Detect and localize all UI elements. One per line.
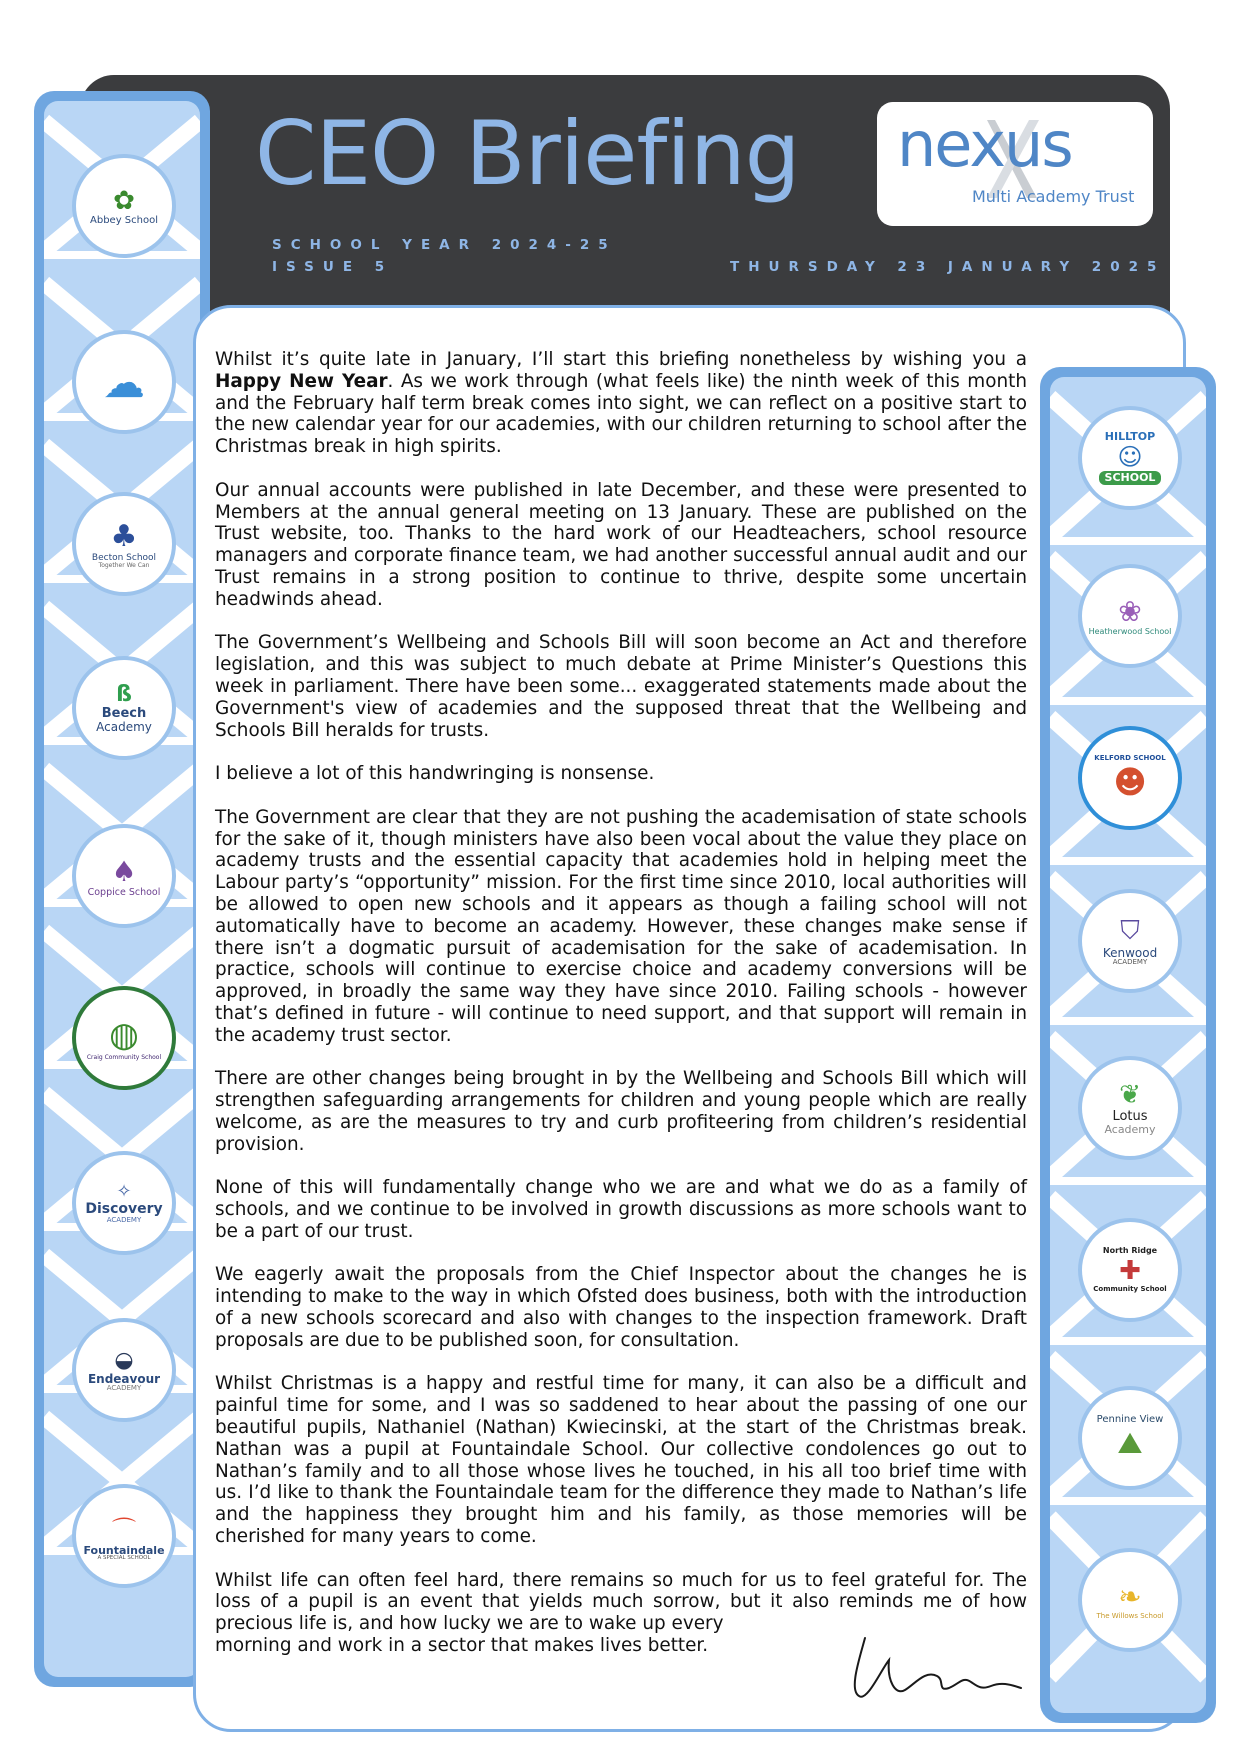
briefing-body <box>215 349 1027 1679</box>
orbit-icon: ✧ <box>116 1181 132 1203</box>
children-icon: ☻ <box>1113 762 1147 801</box>
paragraph: The Government are clear that they are not pushing the academisation of state schools for the sake of it, though ministers have also been vocal about the value they place on academy trusts and the essential capacity that academies hold in helping meet the Labour party’s “opportunity” mission. For the first time since 2010, local authorities will be allowed to open new schools and it appears as though a failing school will not automatically have to become an academy. However, these changes make sense if there isn’t a dogmatic pursuit of academisation for the sake of academisation. In practice, schools will continue to exercise choice and academy conversions will be approved, in broadly the same way they have since 2010. Failing schools - however that’s defined in future - will continue to need support, and that support will remain in the academy trust sector. <box>215 806 1027 1046</box>
endeavour-academy-logo: ◒ Endeavour ACADEMY <box>76 1322 172 1418</box>
flower-icon: ❀ <box>1118 595 1142 629</box>
cloud-icon: ☁ <box>103 357 145 407</box>
paragraph: Whilst Christmas is a happy and restful time for many, it can also be a difficult and painful time for some, and I was so saddened to hear about the passing of one our beautiful pupils, Nathaniel (Nathan) Kwiecinski, at the start of the Christmas break. Nathan was a pupil at Fountaindale School. Our collective condolences go out to Nathan’s family and to all those whose lives he touched, in his all too brief time with us. I’d like to thank the Fountaindale team for the difference they made to Nathan’s life and the happiness they brought him and his family, as those memories will be cherished for many years to come. <box>215 1373 1027 1548</box>
becton-school-logo: ♣ Becton School Together We Can <box>76 496 172 592</box>
rainbow-icon: ⌒ <box>112 1515 136 1544</box>
oak-tree-icon: ♣ <box>110 518 138 554</box>
lotus-academy-logo: ❦ Lotus Academy <box>1082 1060 1178 1156</box>
heatherwood-school-logo: ❀ Heatherwood School <box>1082 568 1178 664</box>
shield-icon: ⛉ <box>1120 915 1140 946</box>
lotus-icon: ❦ <box>1119 1080 1141 1111</box>
craig-community-school-logo: ◍ Craig Community School <box>76 990 172 1086</box>
paragraph: We eagerly await the proposals from the Chief Inspector about the changes he is intending to make to the way in which Ofsted does business, both with the introduction of a new schools scorecard and also with changes to the inspection framework. Draft proposals are due to be published soon, for consultation. <box>215 1264 1027 1351</box>
paragraph: The Government’s Wellbeing and Schools Bill will soon become an Act and therefore legislation, and this was subject to much debate at Prime Minister’s Questions this week in parliament. There have been some... exaggerated statements made about the Government's view of academies and the supposed threat that the Wellbeing and Schools Bill heralds for trusts. <box>215 632 1027 741</box>
paragraph: I believe a lot of this handwringing is nonsense. <box>215 763 655 785</box>
paragraph: None of this will fundamentally change who we are and what we do as a family of schools, and we continue to be involved in growth discussions as more schools want to be a part of our trust. <box>215 1177 1027 1242</box>
sun-wave-icon: ◒ <box>114 1347 134 1373</box>
people-icon: ☺ <box>1117 443 1143 471</box>
happy-new-year: Happy New Year <box>215 370 388 392</box>
puzzle-icon: ✚ <box>1119 1255 1141 1286</box>
north-ridge-school-logo: North Ridge ✚ Community School <box>1082 1222 1178 1318</box>
hilltop-school-logo: HILLTOP ☺ SCHOOL <box>1082 410 1178 506</box>
issue-date: THURSDAY 23 JANUARY 2025 <box>730 259 1166 275</box>
kelford-school-logo: KELFORD SCHOOL ☻ <box>1082 730 1178 826</box>
paragraph: Our annual accounts were published in late December, and these were presented to Members at the annual general meeting on 13 January. These are published on the Trust website, too. Thanks to the hard work of our Headteachers, school resource managers and corporate finance team, we had another successful annual audit and our Trust remains in a strong position to continue to thrive, despite some uncertain headwinds ahead. <box>215 479 1027 610</box>
school-year: SCHOOL YEAR 2024-25 <box>272 237 617 253</box>
discovery-academy-logo: ✧ Discovery ACADEMY <box>76 1155 172 1251</box>
hills-icon: ⛰ <box>1117 1425 1143 1461</box>
tree-icon: ♠ <box>111 854 137 888</box>
coppice-school-logo: ♠ Coppice School <box>76 828 172 924</box>
logo-subtitle: Multi Academy Trust <box>972 187 1135 206</box>
nexus-logo <box>877 102 1153 226</box>
tree-icon: ✿ <box>113 185 135 216</box>
beech-academy-logo: ß Beech Academy <box>76 660 172 756</box>
ceo-signature <box>845 1630 1035 1710</box>
leaf-b-icon: ß <box>116 682 132 708</box>
globe-icon: ◍ <box>109 1014 139 1055</box>
pennine-view-logo: Pennine View ⛰ <box>1082 1390 1178 1486</box>
paragraph: Whilst life can often feel hard, there remains so much for us to feel grateful for. The loss of a pupil is an event that yields much sorrow, but it also reminds me of how precious life is, and how lucky we are to wake up every morning and work in a sector that makes lives better. <box>215 1569 1027 1657</box>
willow-icon: ❧ <box>1118 1579 1142 1613</box>
kenwood-academy-logo: ⛉ Kenwood ACADEMY <box>1082 893 1178 989</box>
paragraph: There are other changes being brought in by the Wellbeing and Schools Bill which will strengthen safeguarding arrangements for children and young people which are really welcome, as are the measures to try and curb profiteering from children’s residential provision. <box>215 1068 1027 1155</box>
cloud-school-logo <box>76 334 172 430</box>
issue-number: ISSUE 5 <box>272 259 394 275</box>
logo-wordmark: nexus <box>897 108 1072 181</box>
page-title: CEO Briefing <box>255 102 800 205</box>
willows-school-logo: ❧ The Willows School <box>1082 1552 1178 1648</box>
fountaindale-school-logo: ⌒ Fountaindale A SPECIAL SCHOOL <box>76 1488 172 1584</box>
abbey-school-logo: ✿ Abbey School <box>76 158 172 254</box>
paragraph: Whilst it’s quite late in January, I’ll start this briefing nonetheless by wishing you a Happy New Year. As we work through (what feels like) the ninth week of this month and the February half term break comes into sight, we can reflect on a positive start to the new calendar year for our academies, with our children returning to school after the Christmas break in high spirits. <box>215 349 1027 458</box>
